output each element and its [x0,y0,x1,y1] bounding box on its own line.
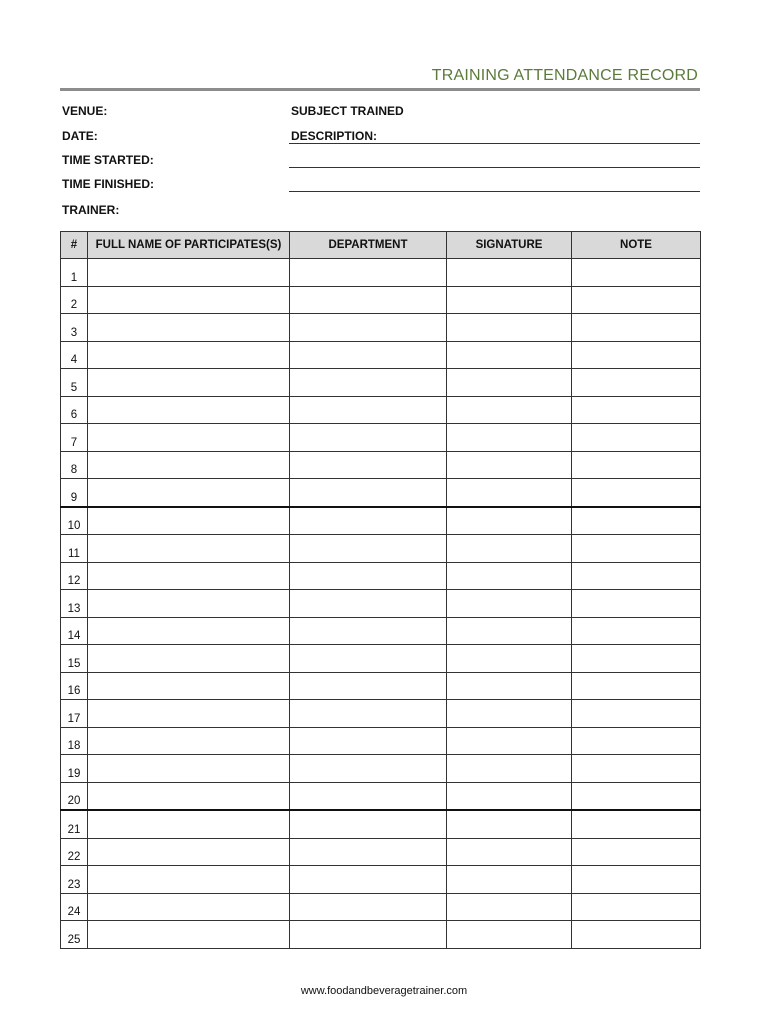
table-row [61,451,701,479]
signature-cell[interactable] [447,396,572,424]
description-line-1[interactable] [289,143,700,144]
note-cell[interactable] [572,535,701,563]
row-number: 25 [61,921,88,949]
row-number: 16 [61,672,88,700]
department-cell[interactable] [290,700,447,728]
note-cell[interactable] [572,314,701,342]
note-cell[interactable] [572,341,701,369]
note-cell[interactable] [572,672,701,700]
header-note: NOTE [572,232,701,259]
department-cell[interactable] [290,507,447,535]
row-number: 9 [61,479,88,507]
table-row [61,590,701,618]
description-line-2[interactable] [289,167,700,168]
department-cell[interactable] [290,341,447,369]
department-cell[interactable] [290,259,447,287]
row-number: 1 [61,259,88,287]
signature-cell[interactable] [447,259,572,287]
note-cell[interactable] [572,782,701,810]
department-cell[interactable] [290,424,447,452]
note-cell[interactable] [572,396,701,424]
note-cell[interactable] [572,424,701,452]
attendance-table [60,231,701,949]
department-cell[interactable] [290,590,447,618]
name-cell[interactable] [88,727,290,755]
name-cell[interactable] [88,451,290,479]
note-cell[interactable] [572,590,701,618]
table-row [61,286,701,314]
row-number: 5 [61,369,88,397]
signature-cell[interactable] [447,479,572,507]
signature-cell[interactable] [447,672,572,700]
note-cell[interactable] [572,369,701,397]
signature-cell[interactable] [447,507,572,535]
row-number: 21 [61,810,88,838]
signature-cell[interactable] [447,314,572,342]
name-cell[interactable] [88,535,290,563]
name-cell[interactable] [88,645,290,673]
department-cell[interactable] [290,755,447,783]
signature-cell[interactable] [447,700,572,728]
department-cell[interactable] [290,369,447,397]
table-row [61,479,701,507]
department-cell[interactable] [290,479,447,507]
name-cell[interactable] [88,314,290,342]
table-row [61,672,701,700]
department-cell[interactable] [290,451,447,479]
row-number: 10 [61,507,88,535]
signature-cell[interactable] [447,535,572,563]
row-number: 11 [61,535,88,563]
name-cell[interactable] [88,286,290,314]
signature-cell[interactable] [447,424,572,452]
row-number: 15 [61,645,88,673]
signature-cell[interactable] [447,341,572,369]
table-row [61,838,701,866]
signature-cell[interactable] [447,562,572,590]
table-row [61,535,701,563]
note-cell[interactable] [572,479,701,507]
note-cell[interactable] [572,645,701,673]
signature-cell[interactable] [447,866,572,894]
name-cell[interactable] [88,838,290,866]
name-cell[interactable] [88,893,290,921]
row-number: 23 [61,866,88,894]
table-row [61,617,701,645]
signature-cell[interactable] [447,286,572,314]
table-row [61,645,701,673]
description-line-3[interactable] [289,191,700,192]
signature-cell[interactable] [447,810,572,838]
table-row [61,259,701,287]
table-row [61,782,701,810]
name-cell[interactable] [88,507,290,535]
row-number: 14 [61,617,88,645]
row-number: 13 [61,590,88,618]
table-row [61,562,701,590]
row-number: 18 [61,727,88,755]
name-cell[interactable] [88,810,290,838]
signature-cell[interactable] [447,921,572,949]
name-cell[interactable] [88,341,290,369]
table-header-row [61,232,701,259]
department-cell[interactable] [290,838,447,866]
row-number: 3 [61,314,88,342]
title-divider [60,88,700,91]
department-cell[interactable] [290,645,447,673]
row-number: 6 [61,396,88,424]
department-cell[interactable] [290,866,447,894]
name-cell[interactable] [88,866,290,894]
table-row [61,866,701,894]
department-cell[interactable] [290,810,447,838]
name-cell[interactable] [88,259,290,287]
name-cell[interactable] [88,479,290,507]
name-cell[interactable] [88,369,290,397]
signature-cell[interactable] [447,727,572,755]
table-row [61,424,701,452]
department-cell[interactable] [290,562,447,590]
department-cell[interactable] [290,396,447,424]
name-cell[interactable] [88,617,290,645]
date-label: DATE: [62,129,98,143]
table-row [61,396,701,424]
note-cell[interactable] [572,507,701,535]
signature-cell[interactable] [447,590,572,618]
table-row [61,810,701,838]
table-row [61,507,701,535]
signature-cell[interactable] [447,838,572,866]
header-department: DEPARTMENT [290,232,447,259]
page-title: TRAINING ATTENDANCE RECORD [431,67,698,84]
note-cell[interactable] [572,259,701,287]
name-cell[interactable] [88,424,290,452]
department-cell[interactable] [290,286,447,314]
name-cell[interactable] [88,700,290,728]
venue-label: VENUE: [62,104,108,118]
signature-cell[interactable] [447,617,572,645]
header-full-name: FULL NAME OF PARTICIPATES(S) [88,232,290,259]
note-cell[interactable] [572,617,701,645]
signature-cell[interactable] [447,451,572,479]
signature-cell[interactable] [447,755,572,783]
name-cell[interactable] [88,782,290,810]
table-row [61,755,701,783]
note-cell[interactable] [572,866,701,894]
time-started-label: TIME STARTED: [62,153,154,167]
row-number: 17 [61,700,88,728]
table-row [61,369,701,397]
department-cell[interactable] [290,727,447,755]
header-signature: SIGNATURE [447,232,572,259]
name-cell[interactable] [88,921,290,949]
row-number: 20 [61,782,88,810]
note-cell[interactable] [572,727,701,755]
department-cell[interactable] [290,617,447,645]
time-finished-label: TIME FINISHED: [62,177,154,191]
footer-url: www.foodandbeveragetrainer.com [300,985,468,997]
name-cell[interactable] [88,396,290,424]
row-number: 22 [61,838,88,866]
note-cell[interactable] [572,893,701,921]
department-cell[interactable] [290,782,447,810]
department-cell[interactable] [290,535,447,563]
signature-cell[interactable] [447,782,572,810]
note-cell[interactable] [572,700,701,728]
row-number: 24 [61,893,88,921]
row-number: 8 [61,451,88,479]
row-number: 12 [61,562,88,590]
note-cell[interactable] [572,921,701,949]
signature-cell[interactable] [447,645,572,673]
department-cell[interactable] [290,314,447,342]
name-cell[interactable] [88,755,290,783]
name-cell[interactable] [88,672,290,700]
table-row [61,921,701,949]
table-row [61,727,701,755]
row-number: 2 [61,286,88,314]
department-cell[interactable] [290,893,447,921]
note-cell[interactable] [572,755,701,783]
note-cell[interactable] [572,562,701,590]
subject-trained-label: SUBJECT TRAINED [291,104,404,118]
note-cell[interactable] [572,810,701,838]
note-cell[interactable] [572,286,701,314]
note-cell[interactable] [572,451,701,479]
description-label: DESCRIPTION: [291,129,378,143]
table-row [61,341,701,369]
row-number: 4 [61,341,88,369]
signature-cell[interactable] [447,893,572,921]
trainer-label: TRAINER: [62,203,120,217]
table-row [61,700,701,728]
signature-cell[interactable] [447,369,572,397]
table-row [61,314,701,342]
name-cell[interactable] [88,590,290,618]
row-number: 7 [61,424,88,452]
table-row [61,893,701,921]
header-number: # [61,232,88,259]
name-cell[interactable] [88,562,290,590]
row-number: 19 [61,755,88,783]
note-cell[interactable] [572,838,701,866]
department-cell[interactable] [290,921,447,949]
department-cell[interactable] [290,672,447,700]
